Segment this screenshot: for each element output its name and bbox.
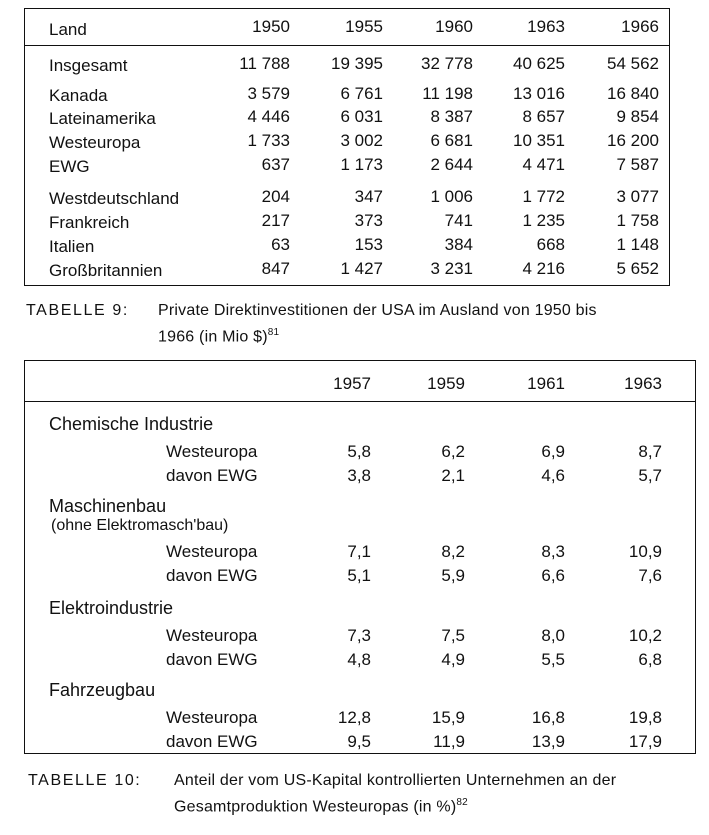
header-year: 1963 xyxy=(527,17,565,36)
table-cell: 384 xyxy=(444,235,473,254)
table-cell: 16,8 xyxy=(531,708,565,727)
table-cell: 847 xyxy=(261,259,290,278)
header-divider xyxy=(25,45,669,46)
table-cell: 3 579 xyxy=(247,84,290,103)
table-cell: 19,8 xyxy=(628,708,662,727)
header-divider xyxy=(25,401,695,402)
table-cell: 7 587 xyxy=(616,155,659,174)
table-cell: 10,9 xyxy=(628,542,662,561)
row-label: Kanada xyxy=(49,86,108,105)
table-9 xyxy=(24,8,670,286)
table-cell: 741 xyxy=(444,211,473,230)
table-cell: 5,5 xyxy=(541,650,565,669)
row-label: Großbritannien xyxy=(49,261,163,280)
table-cell: 668 xyxy=(536,235,565,254)
table-cell: 7,6 xyxy=(638,566,662,585)
table-cell: 15,9 xyxy=(431,708,465,727)
row-label: davon EWG xyxy=(166,566,258,585)
table-cell: 2 644 xyxy=(430,155,473,174)
table-cell: 10 351 xyxy=(513,131,565,150)
table-cell: 6,8 xyxy=(638,650,662,669)
table-cell: 204 xyxy=(261,187,290,206)
table-cell: 8 387 xyxy=(430,107,473,126)
table-cell: 1 772 xyxy=(522,187,565,206)
table-cell: 7,1 xyxy=(347,542,371,561)
header-year: 1955 xyxy=(345,17,383,36)
table-cell: 4,6 xyxy=(541,466,565,485)
row-label: Italien xyxy=(49,237,95,256)
table-cell: 8,2 xyxy=(441,542,465,561)
row-label: Westeuropa xyxy=(166,626,258,645)
table-cell: 4,8 xyxy=(347,650,371,669)
table-cell: 8 657 xyxy=(522,107,565,126)
table-cell: 3 077 xyxy=(616,187,659,206)
table-cell: 3 231 xyxy=(430,259,473,278)
table-cell: 11,9 xyxy=(433,732,465,751)
table-10-caption xyxy=(28,770,704,814)
table-cell: 11 198 xyxy=(422,84,473,103)
table-cell: 3 002 xyxy=(340,131,383,150)
table-cell: 8,7 xyxy=(638,442,662,461)
table-cell: 1 733 xyxy=(247,131,290,150)
caption-line-1: Private Direktinvestitionen der USA im Ausland von 1950 bis xyxy=(158,302,597,319)
table-cell: 153 xyxy=(354,235,383,254)
group-subtitle: (ohne Elektromasch'bau) xyxy=(51,517,229,534)
table-cell: 19 395 xyxy=(331,54,383,73)
row-label: Westeuropa xyxy=(166,542,258,561)
group-title: Elektroindustrie xyxy=(49,598,174,618)
table-cell: 9 854 xyxy=(616,107,659,126)
caption-line-2-text: Gesamtproduktion Westeuropas (in %) xyxy=(174,798,457,816)
table-cell: 8,3 xyxy=(541,542,565,561)
caption-label: TABELLE 9: xyxy=(26,302,129,319)
table-cell: 5 652 xyxy=(616,259,659,278)
footnote-ref: 81 xyxy=(267,327,280,338)
table-cell: 1 758 xyxy=(616,211,659,230)
table-cell: 5,7 xyxy=(638,466,662,485)
table-cell: 16 200 xyxy=(607,131,659,150)
row-label: Insgesamt xyxy=(49,56,128,75)
table-cell: 10,2 xyxy=(628,626,662,645)
table-cell: 347 xyxy=(354,187,383,206)
table-cell: 13,9 xyxy=(531,732,565,751)
table-cell: 5,8 xyxy=(347,442,371,461)
table-cell: 8,0 xyxy=(541,626,565,645)
caption-line-2 xyxy=(174,792,468,817)
row-label: davon EWG xyxy=(166,732,258,751)
header-year: 1960 xyxy=(435,17,473,36)
header-year: 1966 xyxy=(621,17,659,36)
table-cell: 3,8 xyxy=(347,466,371,485)
table-cell: 63 xyxy=(271,235,290,254)
caption-line-2-text: 1966 (in Mio $) xyxy=(158,328,268,346)
header-year: 1957 xyxy=(333,374,371,393)
header-year: 1959 xyxy=(427,374,465,393)
group-title: Maschinenbau xyxy=(49,496,167,516)
row-label: Lateinamerika xyxy=(49,109,156,128)
table-cell: 6,6 xyxy=(541,566,565,585)
caption-label: TABELLE 10: xyxy=(28,772,142,789)
table-9-caption xyxy=(26,300,686,344)
row-label: EWG xyxy=(49,157,90,176)
caption-line-1: Anteil der vom US-Kapital kontrollierten Unternehmen an der xyxy=(174,772,617,789)
table-cell: 637 xyxy=(261,155,290,174)
table-cell: 5,1 xyxy=(347,566,371,585)
header-year: 1961 xyxy=(527,374,565,393)
table-cell: 12,8 xyxy=(337,708,371,727)
row-label: davon EWG xyxy=(166,650,258,669)
table-cell: 17,9 xyxy=(628,732,662,751)
table-cell: 6,2 xyxy=(441,442,465,461)
table-cell: 7,5 xyxy=(441,626,465,645)
table-cell: 4 471 xyxy=(522,155,565,174)
table-cell: 1 148 xyxy=(616,235,659,254)
header-year: 1950 xyxy=(252,17,290,36)
table-cell: 16 840 xyxy=(607,84,659,103)
group-title: Chemische Industrie xyxy=(49,414,214,434)
table-cell: 1 173 xyxy=(340,155,383,174)
table-cell: 7,3 xyxy=(347,626,371,645)
header-land: Land xyxy=(49,20,87,39)
table-cell: 2,1 xyxy=(441,466,465,485)
footnote-ref: 82 xyxy=(456,797,468,808)
row-label: Westdeutschland xyxy=(49,189,180,208)
row-label: davon EWG xyxy=(166,466,258,485)
table-cell: 4 446 xyxy=(247,107,290,126)
table-cell: 54 562 xyxy=(607,54,659,73)
table-cell: 6,9 xyxy=(541,442,565,461)
table-cell: 40 625 xyxy=(513,54,565,73)
table-cell: 13 016 xyxy=(513,84,565,103)
header-year: 1963 xyxy=(624,374,662,393)
table-cell: 373 xyxy=(354,211,383,230)
table-cell: 4,9 xyxy=(441,650,465,669)
row-label: Westeuropa xyxy=(166,708,258,727)
table-cell: 217 xyxy=(261,211,290,230)
table-cell: 6 761 xyxy=(340,84,383,103)
table-10 xyxy=(24,360,696,754)
table-cell: 9,5 xyxy=(347,732,371,751)
table-cell: 4 216 xyxy=(522,259,565,278)
table-cell: 1 427 xyxy=(340,259,383,278)
table-cell: 6 031 xyxy=(340,107,383,126)
group-title: Fahrzeugbau xyxy=(49,680,156,700)
row-label: Westeuropa xyxy=(166,442,258,461)
row-label: Westeuropa xyxy=(49,133,141,152)
table-cell: 6 681 xyxy=(430,131,473,150)
table-cell: 1 235 xyxy=(522,211,565,230)
table-cell: 5,9 xyxy=(441,566,465,585)
row-label: Frankreich xyxy=(49,213,130,232)
table-cell: 32 778 xyxy=(421,54,473,73)
table-cell: 1 006 xyxy=(430,187,473,206)
caption-line-2 xyxy=(158,322,279,347)
table-cell: 11 788 xyxy=(239,54,290,73)
